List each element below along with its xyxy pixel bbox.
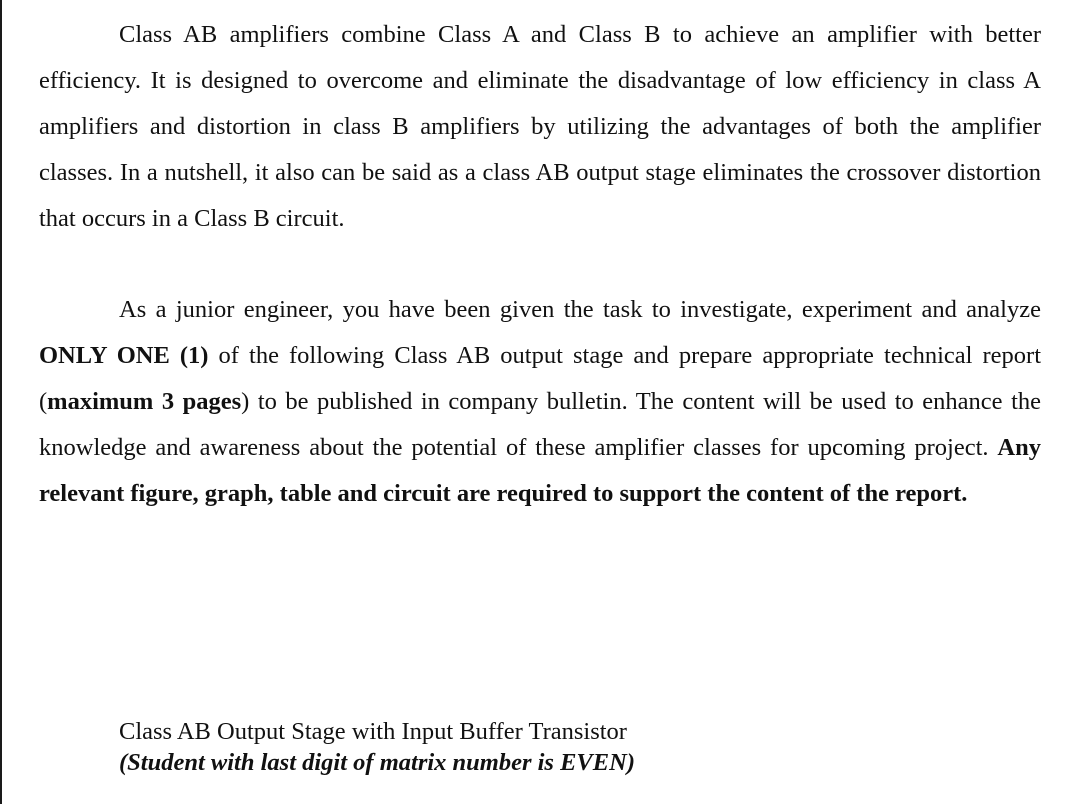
task-emphasis-only-one: ONLY ONE (1) [39, 342, 209, 369]
intro-paragraph: Class AB amplifiers combine Class A and Class B to achieve an amplifier with better efficiency. It is designed to overcome and eliminate the disadvantage of low efficiency in class A amplifiers and distortion in class B amplifiers by utilizing the advantages of both the amplifier classes. In a nutshell, it also can be said as a class AB output stage eliminates the crossover distortion that occurs in a Class B circuit. [39, 21, 1041, 232]
task-text-purpose: ) to be published in company bulletin. The content will be used to enhance the knowledge and awareness about the potential of these amplifier classes for upcoming project. [39, 388, 1041, 461]
option-eligibility-note: (Student with last digit of matrix number is EVEN) [119, 749, 635, 776]
task-emphasis-requirements: Any relevant figure, graph, table and circuit are required to support the content of the report. [39, 434, 1041, 507]
option-title: Class AB Output Stage with Input Buffer Transistor [119, 718, 627, 745]
task-text-middle: of the following Class AB output stage and prepare appropriate technical report ( [39, 342, 1042, 415]
assignment-option [119, 716, 635, 778]
task-emphasis-page-limit: maximum 3 pages [47, 388, 242, 415]
task-paragraph [39, 287, 1041, 517]
task-text-intro: As a junior engineer, you have been given the task to investigate, experiment and analyze [119, 296, 1041, 323]
